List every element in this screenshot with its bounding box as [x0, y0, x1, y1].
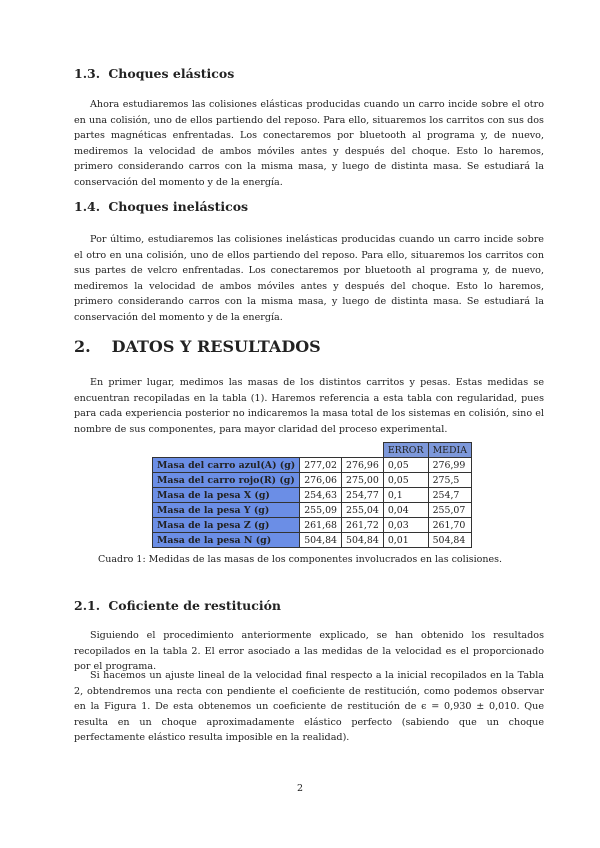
cell-m2: 504,84: [342, 533, 384, 548]
paragraph-datos: En primer lugar, medimos las masas de los distintos carritos y pesas. Estas medidas se encuentran recopiladas en la tabla (1). Haremos referencia a esta tabla con regularidad, pues para cada experiencia posterior no indicaremos la masa total de los sistemas en colisión, sino el nombre de sus componentes, para mayor claridad del proceso experimental.: [74, 377, 544, 435]
row-label: Masa de la pesa X (g): [153, 488, 300, 503]
table-row: [153, 533, 472, 548]
section-heading-2: [74, 337, 321, 356]
cell-m1: 504,84: [300, 533, 342, 548]
table-row: [153, 488, 472, 503]
row-label: Masa del carro rojo(R) (g): [153, 473, 300, 488]
paragraph-restitucion-2: Si hacemos un ajuste lineal de la velocidad final respecto a la inicial recopilados en la Tabla 2, obtendremos una recta con pendiente el coeficiente de restitución, como podemos observar en la Figura 1. De esta obtenemos un coeficiente de restitución de ϵ = 0,930 ± 0,010. Que resulta en un choque aproximadamente elástico perfecto (sabiendo que un choque perfectamente elástico resulta imposible en la realidad).: [74, 670, 544, 744]
paragraph-inelastic: Por último, estudiaremos las colisiones inelásticas producidas cuando un carro incide sobre el otro en una colisión, uno de ellos partiendo del reposo. Para ello, situaremos los carritos con sus partes de velcro enfrentadas. Los conectaremos por bluetooth al programa y, de nuevo, mediremos la velocidad de ambos móviles antes y después del choque. Esto lo haremos, primero considerando carros con la misma masa, y luego de distinta masa. Se estudiará la conservación del momento y de la energía.: [74, 234, 544, 323]
cell-error: 0,01: [383, 533, 428, 548]
cell-error: 0,03: [383, 518, 428, 533]
section-heading-2-1: [74, 598, 281, 613]
cell-m1: 255,09: [300, 503, 342, 518]
table-row: [153, 458, 472, 473]
cell-media: 261,70: [428, 518, 471, 533]
header-media: MEDIA: [428, 443, 471, 458]
paragraph-restitucion-1: Siguiendo el procedimiento anteriormente explicado, se han obtenido los resultados recopilados en la tabla 2. El error asociado a las medidas de la velocidad es el proporcionado por el programa.: [74, 630, 544, 673]
page-number: 2: [296, 783, 304, 794]
cell-m1: 276,06: [300, 473, 342, 488]
cell-media: 255,07: [428, 503, 471, 518]
table-header-row: [153, 443, 472, 458]
table-row: [153, 473, 472, 488]
mass-table: [152, 442, 472, 548]
table-row: [153, 518, 472, 533]
section-title: Choques elásticos: [108, 66, 235, 81]
section-heading-1-3: [74, 66, 234, 81]
cell-media: 254,7: [428, 488, 471, 503]
cell-m1: 261,68: [300, 518, 342, 533]
cell-error: 0,04: [383, 503, 428, 518]
section-number: 2.: [74, 337, 91, 356]
cell-media: 275,5: [428, 473, 471, 488]
section-heading-1-4: [74, 199, 248, 214]
cell-m2: 261,72: [342, 518, 384, 533]
section-number: 1.3.: [74, 66, 101, 81]
cell-m2: 254,77: [342, 488, 384, 503]
section-title: DATOS Y RESULTADOS: [111, 337, 321, 356]
cell-media: 504,84: [428, 533, 471, 548]
cell-error: 0,05: [383, 458, 428, 473]
section-title: Choques inelásticos: [108, 199, 249, 214]
table-row: [153, 503, 472, 518]
cell-m2: 276,96: [342, 458, 384, 473]
header-error: ERROR: [383, 443, 428, 458]
paragraph-elastic: Ahora estudiaremos las colisiones elásticas producidas cuando un carro incide sobre el otro en una colisión, uno de ellos partiendo del reposo. Para ello, situaremos los carritos con sus dos partes magnéticas enfrentadas. Los conectaremos por bluetooth al programa y, de nuevo, mediremos la velocidad de ambos móviles antes y después del choque. Esto lo haremos, primero considerando carros con la misma masa, y luego de distinta masa. Se estudiará la conservación del momento y de la energía.: [74, 99, 544, 188]
cell-m1: 277,02: [300, 458, 342, 473]
cell-error: 0,1: [383, 488, 428, 503]
section-title: Coficiente de restitución: [108, 598, 282, 613]
row-label: Masa de la pesa Z (g): [153, 518, 300, 533]
cell-media: 276,99: [428, 458, 471, 473]
row-label: Masa de la pesa N (g): [153, 533, 300, 548]
cell-m2: 255,04: [342, 503, 384, 518]
section-number: 1.4.: [74, 199, 101, 214]
row-label: Masa de la pesa Y (g): [153, 503, 300, 518]
table-caption: Cuadro 1: Medidas de las masas de los componentes involucrados en las colisiones.: [98, 554, 502, 565]
cell-m1: 254,63: [300, 488, 342, 503]
cell-m2: 275,00: [342, 473, 384, 488]
cell-error: 0,05: [383, 473, 428, 488]
section-number: 2.1.: [74, 598, 101, 613]
row-label: Masa del carro azul(A) (g): [153, 458, 300, 473]
